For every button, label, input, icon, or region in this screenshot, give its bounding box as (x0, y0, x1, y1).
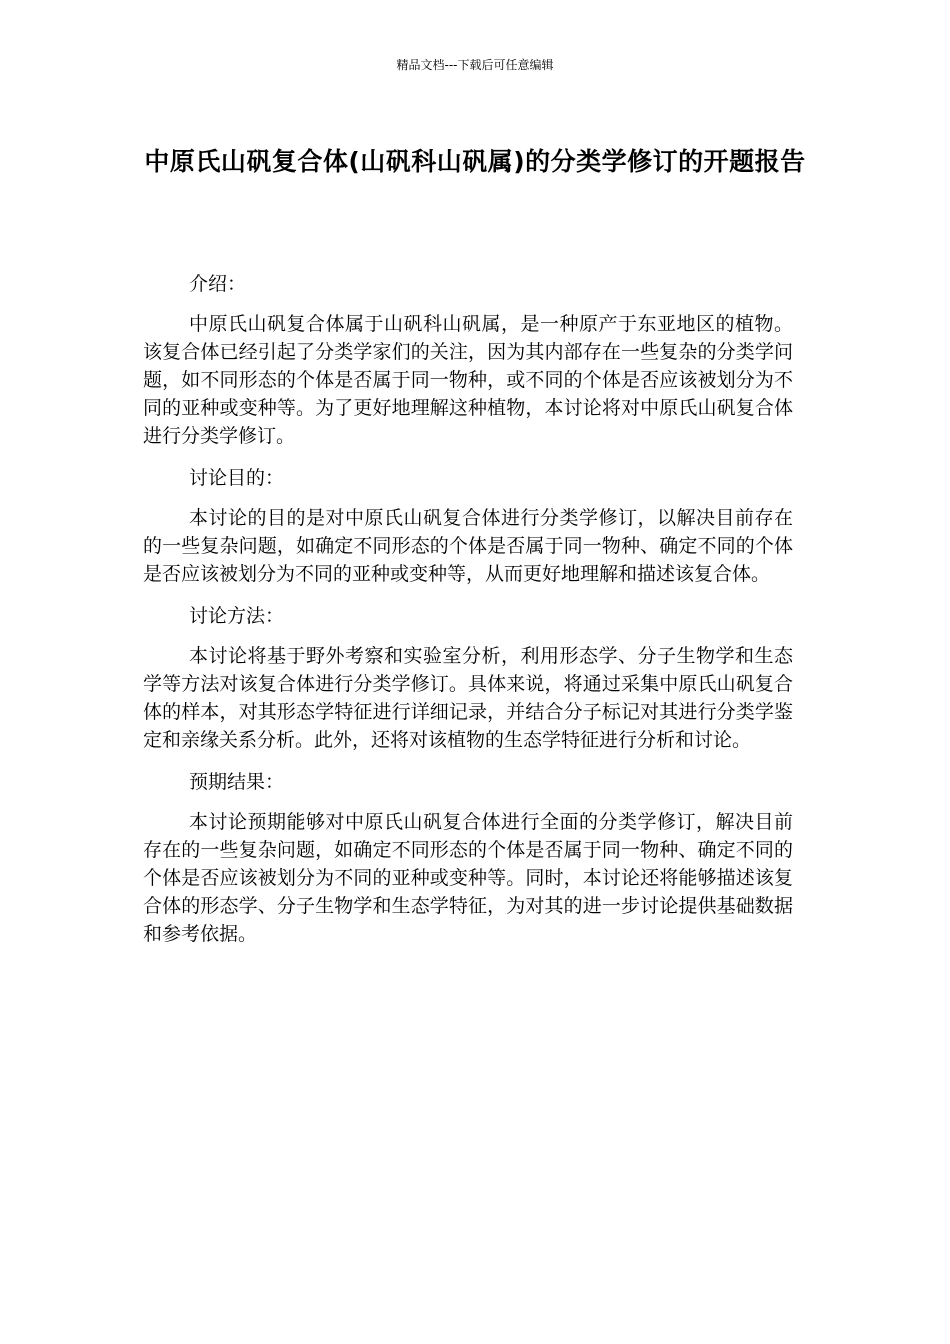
section-paragraph-expected-results: 本讨论预期能够对中原氏山矾复合体进行全面的分类学修订，解决目前存在的一些复杂问题，如确定不同形态的个体是否属于同一物种、确定不同的个体是否应该被划分为不同的亚种或变种等。同时，本讨论还将能够描述该复合体的形态学、分子生物学和生态学特征，为对其的进一步讨论提供基础数据和参考依据。 (143, 811, 793, 945)
section-heading-purpose: 讨论目的： (189, 467, 285, 489)
section-paragraph-purpose: 本讨论的目的是对中原氏山矾复合体进行分类学修订，以解决目前存在的一些复杂问题，如确定不同形态的个体是否属于同一物种、确定不同的个体是否应该被划分为不同的亚种或变种等，从而更好地理解和描述该复合体。 (143, 507, 793, 585)
section-heading-expected-results: 预期结果： (189, 771, 285, 793)
section-paragraph-methods: 本讨论将基于野外考察和实验室分析，利用形态学、分子生物学和生态学等方法对该复合体进行分类学修订。具体来说，将通过采集中原氏山矾复合体的样本，对其形态学特征进行详细记录，并结合分子标记对其进行分类学鉴定和亲缘关系分析。此外，还将对该植物的生态学特征进行分析和讨论。 (143, 645, 793, 751)
document-title: 中原氏山矾复合体(山矾科山矾属)的分类学修订的开题报告 (144, 147, 806, 176)
section-heading-introduction: 介绍： (189, 273, 247, 295)
document-body (143, 270, 793, 962)
header-note: 精品文档---下载后可任意编辑 (396, 58, 554, 72)
section-heading-methods: 讨论方法： (189, 605, 285, 627)
section-paragraph-introduction: 中原氏山矾复合体属于山矾科山矾属，是一种原产于东亚地区的植物。该复合体已经引起了分类学家们的关注，因为其内部存在一些复杂的分类学问题，如不同形态的个体是否属于同一物种，或不同的个体是否应该被划分为不同的亚种或变种等。为了更好地理解这种植物，本讨论将对中原氏山矾复合体进行分类学修订。 (143, 313, 793, 447)
